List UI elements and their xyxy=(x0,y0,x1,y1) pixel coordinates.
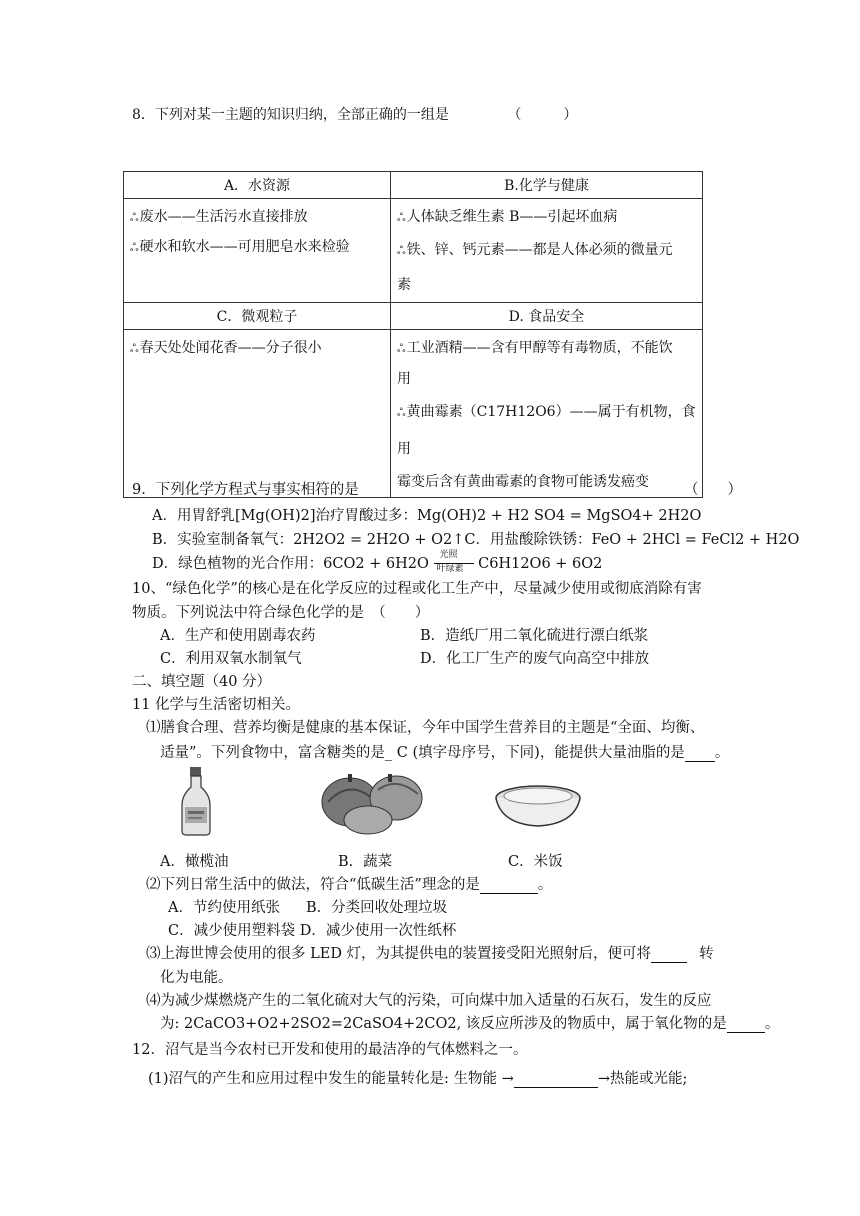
q11-p2-option-a: A．节约使用纸张 xyxy=(168,900,280,916)
list-item: ஃ人体缺乏维生素 B——引起坏血病 xyxy=(397,209,618,225)
q11-p4-line2: 为: 2CaCO3+O2+2SO2=2CaSO4+2CO2, 该反应所涉及的物质中，属于氧化物的是 。 xyxy=(160,1016,780,1032)
list-item: ஃ黄曲霉素（C17H12O6）——属于有机物，食用 xyxy=(397,404,696,457)
q10-option-c: C．利用双氧水制氧气 xyxy=(160,651,302,667)
answer-blank[interactable] xyxy=(727,1032,765,1033)
list-item: ஃ废水——生活污水直接排放 xyxy=(130,209,308,225)
list-item: ஃ工业酒精——含有甲醇等有毒物质，不能饮 xyxy=(397,340,673,356)
food-option-c: C．米饭 xyxy=(508,854,563,870)
q11-p3-line2: 化为电能。 xyxy=(160,970,233,986)
answer-blank[interactable] xyxy=(514,1087,598,1088)
q11-p3-line1: ⑶上海世博会使用的很多 LED 灯，为其提供电的装置接受阳光照射后，便可将 转 xyxy=(146,946,714,962)
q11-p2-options-cd: C．减少使用塑料袋 D．减少使用一次性纸杯 xyxy=(168,923,457,939)
q11-stem: 11 化学与生活密切相关。 xyxy=(132,697,301,713)
q9-option-d: D．绿色植物的光合作用：6CO2 + 6H2O 光照 叶绿素 C6H12O6 + 6O2 xyxy=(152,550,603,574)
list-item: ஃ硬水和软水——可用肥皂水来检验 xyxy=(130,239,350,255)
q9-option-a: A．用胃舒乳[Mg(OH)2]治疗胃酸过多：Mg(OH)2 + H2 SO4 = MgSO4+ 2H2O xyxy=(152,508,702,524)
food-option-b: B．蔬菜 xyxy=(338,854,393,870)
list-item: 素 xyxy=(397,277,411,293)
answer-blank[interactable] xyxy=(685,761,715,762)
table-cell-c xyxy=(124,330,391,498)
table-cell-a xyxy=(124,199,391,303)
reaction-condition: 光照 叶绿素 xyxy=(434,557,474,571)
table-cell-d xyxy=(391,330,703,498)
q11-p1-line2: 适量”。下列食物中，富含糖类的是_ C (填字母序号，下同)，能提供大量油脂的是 。 xyxy=(160,745,730,761)
q12-p1: (1)沼气的产生和应用过程中发生的能量转化是: 生物能 → →热能或光能; xyxy=(148,1071,688,1087)
q11-p1-line1: ⑴膳食合理、营养均衡是健康的基本保证，今年中国学生营养目的主题是“全面、均衡、 xyxy=(146,720,705,736)
list-item: 霉变后含有黄曲霉素的食物可能诱发癌变 xyxy=(397,474,649,490)
table-header-a: A．水资源 xyxy=(124,172,391,199)
q10-option-d: D．化工厂生产的废气向高空中排放 xyxy=(420,651,650,667)
olive-oil-bottle-icon xyxy=(176,765,216,837)
table-header-b: B.化学与健康 xyxy=(391,172,703,199)
q12-stem: 12．沼气是当今农村已开发和使用的最洁净的气体燃料之一。 xyxy=(132,1042,528,1058)
q8-knowledge-table xyxy=(123,171,703,498)
food-option-a: A．橄榄油 xyxy=(160,854,229,870)
table-header-d: D. 食品安全 xyxy=(391,303,703,330)
table-cell-b xyxy=(391,199,703,303)
q8-stem: 8．下列对某一主题的知识归纳，全部正确的一组是 （ ） xyxy=(132,107,578,123)
q10-option-a: A．生产和使用剧毒农药 xyxy=(160,628,316,644)
q9-stem: 9．下列化学方程式与事实相符的是 xyxy=(132,482,359,498)
q10-line2: 物质。下列说法中符合绿色化学的是 （ ） xyxy=(132,605,430,621)
q10-line1: 10、“绿色化学”的核心是在化学反应的过程或化工生产中，尽量减少使用或彻底消除有害 xyxy=(132,581,702,597)
q10-option-b: B．造纸厂用二氧化硫进行漂白纸浆 xyxy=(420,628,649,644)
q11-p2-stem: ⑵下列日常生活中的做法，符合“低碳生活”理念的是 。 xyxy=(146,877,553,893)
answer-text: _ C xyxy=(384,745,408,761)
rice-bowl-icon xyxy=(493,780,583,830)
table-header-c: C．微观粒子 xyxy=(124,303,391,330)
q11-p4-line1: ⑷为减少煤燃烧产生的二氧化硫对大气的污染，可向煤中加入适量的石灰石，发生的反应 xyxy=(146,993,712,1009)
answer-blank[interactable] xyxy=(651,962,687,963)
q9-paren: （ ） xyxy=(684,482,742,498)
list-item: ஃ春天处处闻花香——分子很小 xyxy=(130,340,322,356)
answer-blank[interactable] xyxy=(480,893,538,894)
q11-p2-option-b: B．分类回收处理垃圾 xyxy=(306,900,448,916)
section-title: 二、填空题（40 分） xyxy=(132,674,272,690)
list-item: ஃ铁、锌、钙元素——都是人体必须的微量元 xyxy=(397,242,673,258)
list-item: 用 xyxy=(397,371,411,387)
q9-option-b-c: B．实验室制备氧气：2H2O2 = 2H2O + O2↑C．用盐酸除铁锈：FeO + 2HCl = FeCl2 + H2O xyxy=(152,532,800,548)
vegetables-icon xyxy=(318,772,430,836)
